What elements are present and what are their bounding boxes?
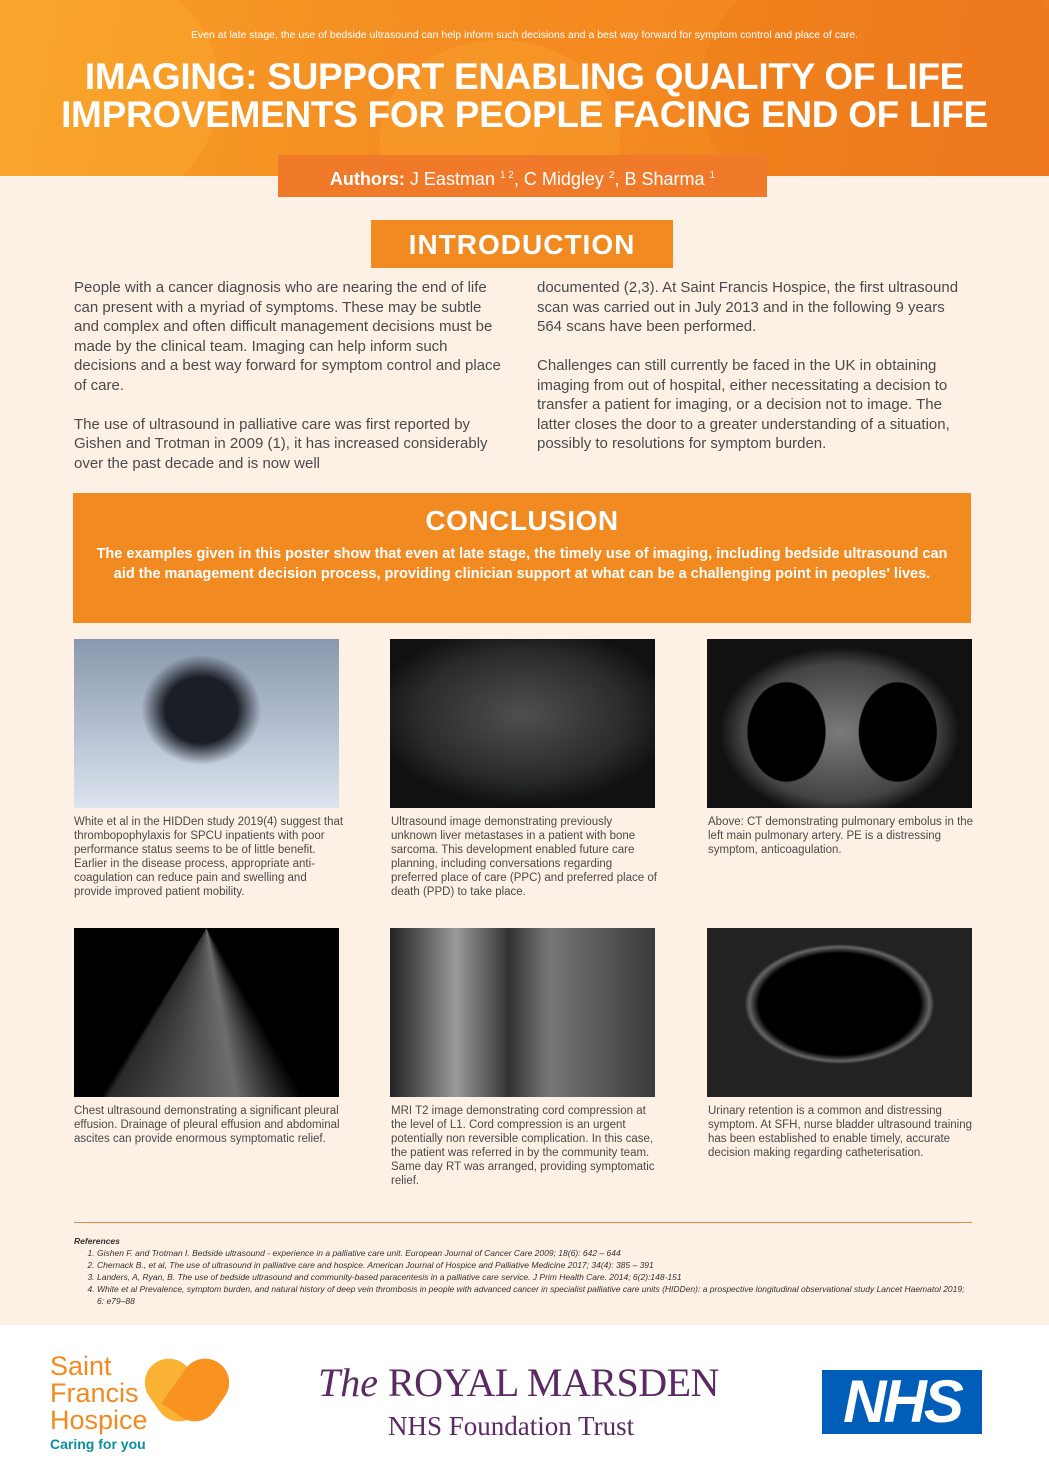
reference-item: 2. Chernack B., et al, The use of ultrasound in palliative care and hospice. American Journal of Hospice and Palliative Medicine 2017; 34(4): 385 – 391	[97, 1259, 972, 1271]
header-banner	[0, 0, 1049, 176]
paragraph: People with a cancer diagnosis who are nearing the end of life can present with a myriad of symptoms. These may be subtle and complex and often difficult management decisions must be made by the clinical team. Imaging can help inform such decisions and a best way forward for symptom control and place of care.	[74, 279, 501, 394]
figure-caption: Urinary retention is a common and distressing symptom. At SFH, nurse bladder ultrasound training has been established to enable timely, accurate decision making regarding catheterisation.	[708, 1105, 972, 1159]
figure-caption: MRI T2 image demonstrating cord compression at the level of L1. Cord compression is an urgent potentially non reversible complication. In this case, the patient was referred in by the community team. Same day RT was arranged, providing symptomatic relief.	[391, 1105, 655, 1187]
reference-item: 3. Landers, A, Ryan, B. The use of bedside ultrasound and community-based paracentesis in a palliative care service. J Prim Health Care. 2014; 6(2):148-151	[97, 1271, 972, 1283]
logo-text: The	[318, 1360, 378, 1405]
conclusion-box	[73, 493, 971, 623]
affiliation: 1	[709, 170, 716, 181]
royal-marsden-logo	[318, 1361, 748, 1442]
logo-tagline: Caring for you	[50, 1436, 146, 1452]
authors-label: Authors:	[329, 169, 405, 189]
title-line-2: IMPROVEMENTS FOR PEOPLE FACING END OF LIFE	[61, 94, 988, 135]
nhs-logo: NHS	[822, 1370, 982, 1434]
poster-title	[0, 58, 1049, 134]
authors-box	[278, 155, 767, 197]
conclusion-text: The examples given in this poster show that even at late stage, the timely use of imaging, including bedside ultrasound can aid the management decision process, providing clinician support at what can be a challenging point in peoples' lives.	[96, 546, 948, 582]
ultrasound-liver-image	[390, 639, 655, 808]
figure-caption: Chest ultrasound demonstrating a significant pleural effusion. Drainage of pleural effusion and abdominal ascites can provide enormous symptomatic relief.	[74, 1105, 340, 1145]
ct-pulmonary-embolus-image	[707, 639, 972, 808]
tagline: Even at late stage, the use of bedside ultrasound can help inform such decisions and a best way forward for symptom control and place of care.	[190, 29, 859, 41]
paragraph: Challenges can still currently be faced in the UK in obtaining imaging from out of hospital, either necessitating a decision to transfer a patient for imaging, or a decision not to image. The latter closes the door to a greater understanding of a situation, possibly to resolutions for symptom burden.	[537, 357, 950, 452]
paragraph: documented (2,3). At Saint Francis Hospice, the first ultrasound scan was carried out in July 2013 and in the following 9 years 564 scans have been performed.	[537, 279, 959, 335]
conclusion-heading: CONCLUSION	[425, 505, 619, 536]
intro-col-left	[74, 278, 509, 493]
logo-text: ROYAL MARSDEN	[388, 1360, 719, 1405]
reference-item: 1. Gishen F. and Trotman I. Bedside ultrasound - experience in a palliative care unit. European Journal of Cancer Care 2009; 18(6): 642 – 644	[97, 1247, 972, 1259]
affiliation: 1 2	[499, 170, 514, 181]
logo-text: Francis	[50, 1378, 139, 1408]
logo-text: NHS Foundation Trust	[388, 1411, 635, 1441]
bladder-ultrasound-image	[707, 928, 972, 1097]
author: , B Sharma	[614, 169, 710, 189]
logo-text: Hospice	[50, 1405, 148, 1435]
saint-francis-hospice-logo	[50, 1353, 240, 1463]
figure-caption: White et al in the HIDDen study 2019(4) suggest that thrombopophylaxis for SPCU inpatients with poor performance status seems to be of little benefit. Earlier in the disease process, appropriate anti-coagulation can reduce pain and swelling and provide improved patient mobility.	[74, 816, 344, 898]
mri-spine-image	[390, 928, 655, 1097]
logo-text: Saint	[50, 1351, 112, 1381]
ultrasound-dvt-image	[74, 639, 339, 808]
introduction-heading: INTRODUCTION	[371, 220, 673, 268]
references	[74, 1222, 972, 1307]
footer-logos	[0, 1325, 1049, 1478]
paragraph: The use of ultrasound in palliative care was first reported by Gishen and Trotman in 2009 (1), it has increased considerably over the past decade and is now well	[74, 415, 488, 472]
intro-col-right	[537, 278, 965, 473]
figure-caption: Above: CT demonstrating pulmonary embolus in the left main pulmonary artery. PE is a distressing symptom, anticoagulation.	[708, 816, 974, 856]
title-line-1: IMAGING: SUPPORT ENABLING QUALITY OF LIFE	[84, 56, 965, 97]
author: , C Midgley	[513, 169, 609, 189]
chest-ultrasound-image	[74, 928, 339, 1097]
figure-caption: Ultrasound image demonstrating previously unknown liver metastases in a patient with bone sarcoma. This development enabled future care planning, including conversations regarding preferred place of care (PPC) and preferred place of death (PPD) to take place.	[391, 816, 657, 898]
reference-item: 4. White et al Prevalence, symptom burden, and natural history of deep vein thrombosis in people with advanced cancer in specialist palliative care units (HIDDen): a prospective longitudinal observational study Lancet Haematol 2019; 6: e79–88	[97, 1283, 972, 1307]
references-heading: References	[74, 1236, 120, 1246]
author: J Eastman	[404, 169, 500, 189]
affiliation: 2	[608, 170, 615, 181]
